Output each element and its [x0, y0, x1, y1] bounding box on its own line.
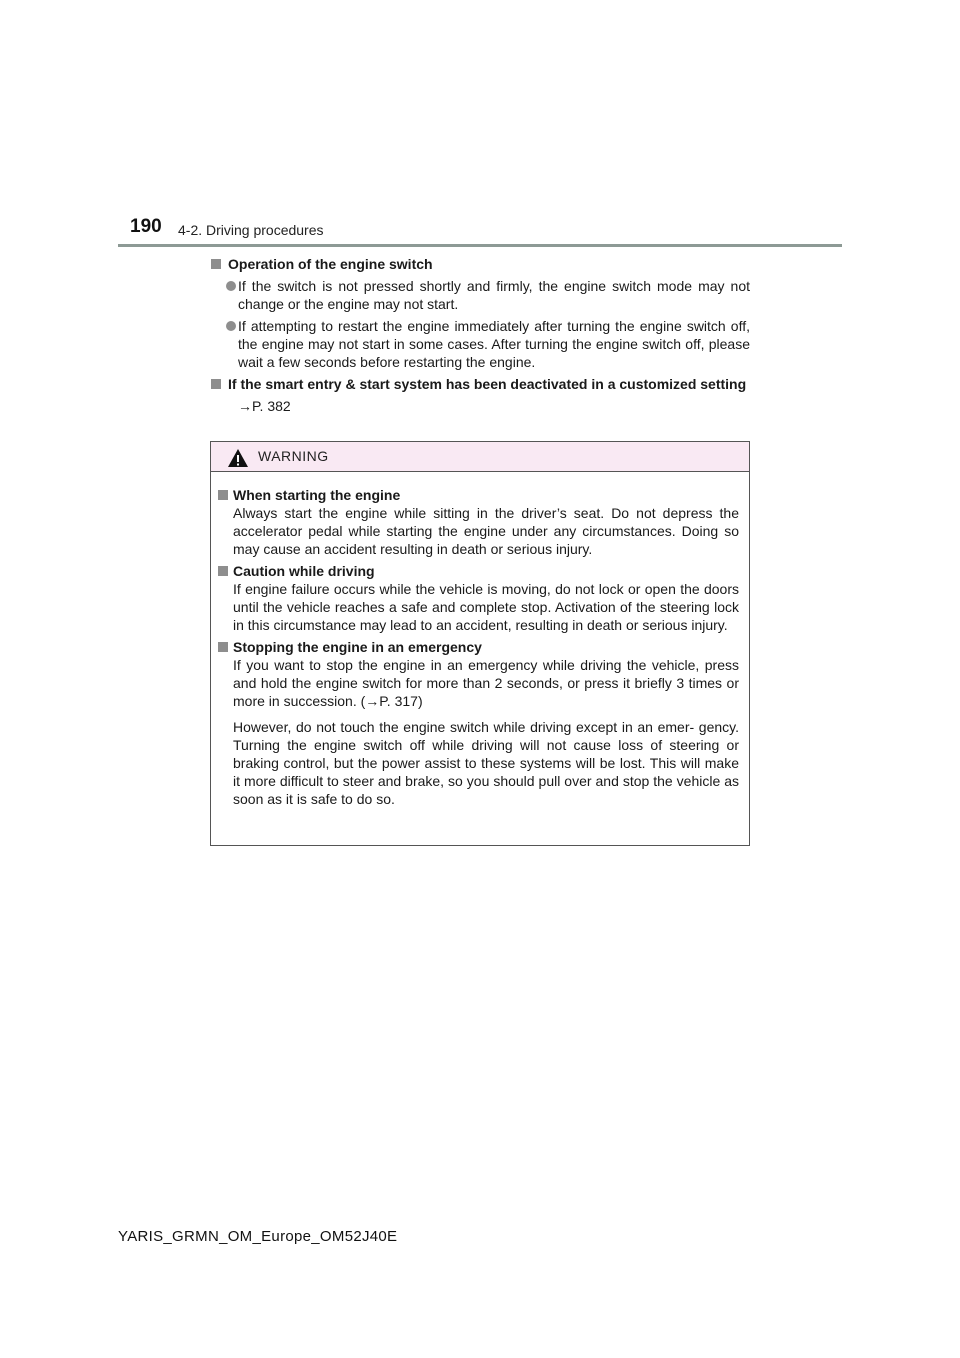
warning-heading-text: Stopping the engine in an emergency — [233, 639, 482, 655]
warning-body — [211, 472, 749, 808]
section-title: 4-2. Driving procedures — [178, 222, 324, 238]
warning-heading — [217, 638, 739, 656]
square-bullet-icon — [211, 379, 221, 389]
heading-engine-switch — [210, 255, 750, 273]
warning-box — [210, 441, 750, 846]
warning-heading-text: Caution while driving — [233, 563, 375, 579]
warning-label: WARNING — [258, 448, 329, 464]
page-number: 190 — [130, 216, 162, 237]
warning-header — [211, 442, 749, 472]
warning-text: However, do not touch the engine switch while driving except in an emer- gency. Turning the engine switch off while driving will not cause loss of steering or braking control, but the power assist to these systems will be lost. This will make it more difficult to steer and brake, so you should pull over and stop the vehicle as soon as it is safe to do so. — [233, 719, 739, 807]
document-id-footer: YARIS_GRMN_OM_Europe_OM52J40E — [118, 1228, 398, 1245]
warning-text: If you want to stop the engine in an emergency while driving the vehicle, press and hold the engine switch for more than 2 seconds, or press it briefly 3 times or more in succession. (→P. 317) — [233, 657, 739, 709]
header-rule — [118, 244, 842, 247]
round-bullet-icon — [226, 281, 236, 291]
warning-heading-text: When starting the engine — [233, 487, 401, 503]
square-bullet-icon — [218, 566, 228, 576]
square-bullet-icon — [218, 490, 228, 500]
bullet-text: If attempting to restart the engine immediately after turning the engine switch off, the engine may not start in some cases. After turning the engine switch off, please wait a few seconds before restarting the engine. — [238, 318, 750, 370]
bullet-item — [210, 277, 750, 313]
warning-item — [217, 562, 739, 634]
square-bullet-icon — [211, 259, 221, 269]
warning-text: If engine failure occurs while the vehicle is moving, do not lock or open the doors until the vehicle reaches a safe and complete stop. Activation of the steering lock in this circumstance may lead to an accident, resulting in death or serious injury. — [233, 581, 739, 633]
page-reference-link[interactable]: →P. 382 — [238, 398, 291, 414]
bullet-item — [210, 317, 750, 371]
warning-triangle-icon — [227, 448, 249, 468]
warning-item — [217, 638, 739, 808]
warning-item — [217, 486, 739, 558]
heading-text: If the smart entry & start system has been deactivated in a customized setting — [228, 376, 747, 392]
warning-heading — [217, 562, 739, 580]
heading-smart-entry — [210, 375, 750, 393]
round-bullet-icon — [226, 321, 236, 331]
warning-heading — [217, 486, 739, 504]
warning-text: Always start the engine while sitting in the driver’s seat. Do not depress the accelerator pedal while starting the engine under any circumstances. Doing so may cause an accident resulting in death or serious injury. — [233, 505, 739, 557]
main-content — [210, 255, 750, 415]
square-bullet-icon — [218, 642, 228, 652]
bullet-text: If the switch is not pressed shortly and firmly, the engine switch mode may not change or the engine may not start. — [238, 278, 750, 312]
heading-text: Operation of the engine switch — [228, 256, 433, 272]
